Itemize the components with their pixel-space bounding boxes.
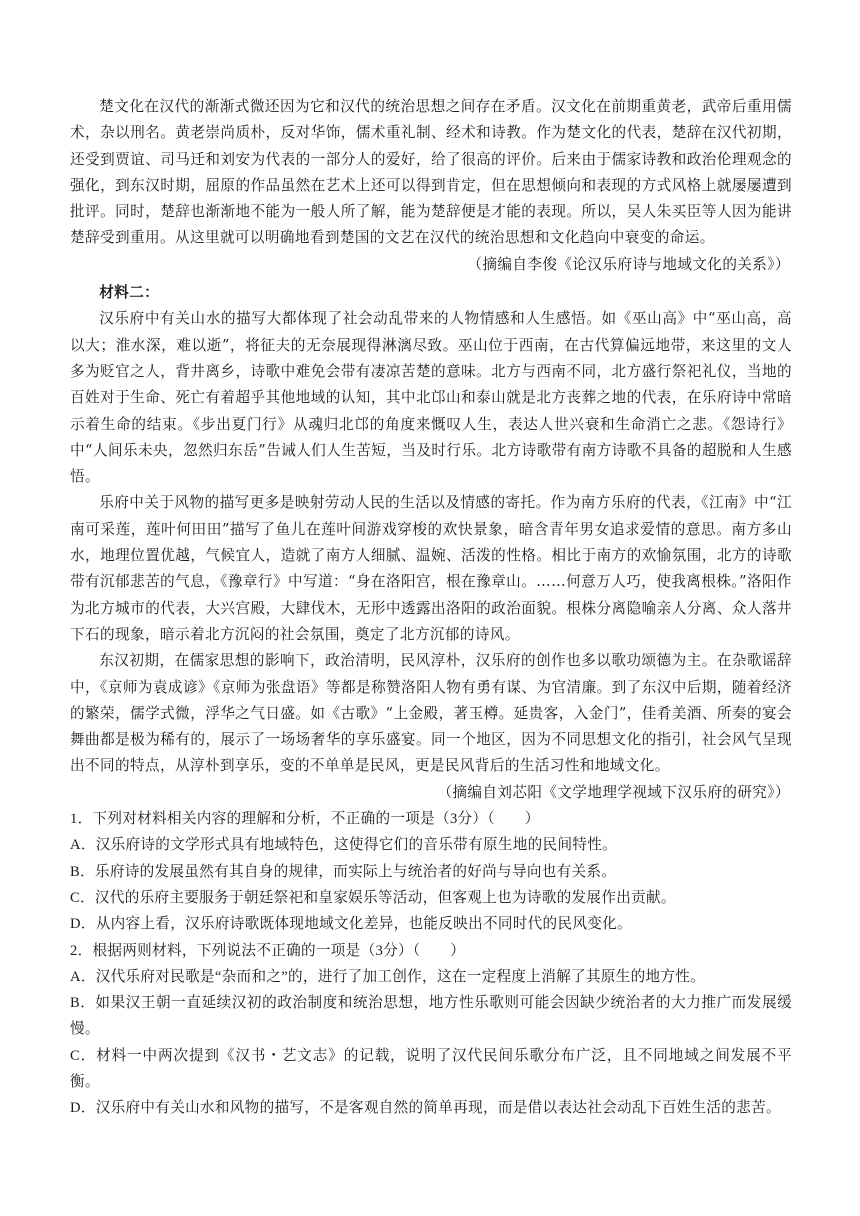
question-1-stem: 1．下列对材料相关内容的理解和分析，不正确的一项是（3分）（ ） — [70, 811, 540, 828]
question-1-option-d[interactable]: D．从内容上看，汉乐府诗歌既体现地域文化差异，也能反映出不同时代的民风变化。 — [70, 916, 632, 933]
question-1 — [70, 806, 792, 937]
material1-paragraph: 楚文化在汉代的渐渐式微还因为它和汉代的统治思想之间存在矛盾。汉文化在前期重黄老，武帝后重用儒术，杂以刑名。黄老崇尚质朴，反对华饰，儒术重礼制、经术和诗教。作为楚文化的代表，楚辞在汉代初期，还受到贾谊、司马迁和刘安为代表的一部分人的爱好，给了很高的评价。后来由于儒家诗教和政治伦理观念的强化，到东汉时期，屈原的作品虽然在艺术上还可以得到肯定，但在思想倾向和表现的方式风格上就屡屡遭到批评。同时，楚辞也渐渐地不能为一般人所了解，能为楚辞便是才能的表现。所以，吴人朱买臣等人因为能讲楚辞受到重用。从这里就可以明确地看到楚国的文艺在汉代的统治思想和文化趋向中衰变的命运。 — [70, 98, 792, 247]
question-2-option-a[interactable]: A．汉代乐府对民歌是“杂而和之”的，进行了加工创作，这在一定程度上消解了其原生的地方性。 — [70, 968, 706, 985]
question-1-option-c[interactable]: C．汉代的乐府主要服务于朝廷祭祀和皇家娱乐等活动，但客观上也为诗歌的发展作出贡献。 — [70, 889, 676, 906]
material2-heading: 材料二： — [99, 284, 160, 302]
question-1-option-b[interactable]: B．乐府诗的发展虽然有其自身的规律，而实际上与统治者的好尚与导向也有关系。 — [70, 863, 617, 880]
question-2 — [70, 938, 792, 1122]
exam-page — [70, 94, 792, 1122]
material2-paragraph-3: 东汉初期，在儒家思想的影响下，政治清明，民风淳朴，汉乐府的创作也多以歌功颂德为主。在杂歌谣辞中，《京师为袁成谚》《京师为张盘语》等都是称赞洛阳人物有勇有谋、为官清廉。到了东汉中后期，随着经济的繁荣，儒学式微，浮华之气日盛。如《古歌》“上金殿，著玉樽。延贵客，入金门”，佳肴美酒、所奏的宴会舞曲都是极为稀有的，展示了一场场奢华的享乐盛宴。同一个地区，因为不同思想文化的指引，社会风气呈现出不同的特点，从淳朴到享乐，变的不单单是民风，更是民风背后的生活习性和地域文化。 — [70, 652, 792, 775]
material2-paragraph-1: 汉乐府中有关山水的描写大都体现了社会动乱带来的人物情感和人生感悟。如《巫山高》中“巫山高，高以大；淮水深，难以逝”，将征夫的无奈展现得淋漓尽致。巫山位于西南，在古代算偏远地带，来这里的文人多为贬官之人，背井离乡，诗歌中难免会带有凄凉苦楚的意味。北方与西南不同，北方盛行祭祀礼仪，当地的百姓对于生命、死亡有着超乎其他地域的认知，其中北邙山和泰山就是北方丧葬之地的代表，在乐府诗中常暗示着生命的结束。《步出夏门行》从魂归北邙的角度来慨叹人生，表达人世兴衰和生命消亡之悲。《怨诗行》中“人间乐未央，忽然归东岳”告诫人们人生苦短，当及时行乐。北方诗歌带有南方诗歌不具备的超脱和人生感悟。 — [70, 310, 792, 486]
question-2-option-b[interactable]: B．如果汉王朝一直延续汉初的政治制度和统治思想，地方性乐歌则可能会因缺少统治者的大力推广而发展缓慢。 — [70, 995, 792, 1038]
question-1-option-a[interactable]: A．汉乐府诗的文学形式具有地域特色，这使得它们的音乐带有原生地的民间特性。 — [70, 837, 618, 854]
question-2-option-d[interactable]: D．汉乐府中有关山水和风物的描写，不是客观自然的简单再现，而是借以表达社会动乱下百姓生活的悲苦。 — [70, 1100, 781, 1117]
question-2-stem: 2．根据两则材料，下列说法不正确的一项是（3分）（ ） — [70, 942, 466, 959]
material2-source: （摘编自刘芯阳《文学地理学视域下汉乐府的研究》） — [437, 783, 790, 801]
material2-paragraph-2: 乐府中关于风物的描写更多是映射劳动人民的生活以及情感的寄托。作为南方乐府的代表，《江南》中“江南可采莲，莲叶何田田”描写了鱼儿在莲叶间游戏穿梭的欢快景象，暗含青年男女追求爱情的意思。南方多山水，地理位置优越，气候宜人，造就了南方人细腻、温婉、活泼的性格。相比于南方的欢愉氛围，北方的诗歌带有沉郁悲苦的气息，《豫章行》中写道：“身在洛阳宫，根在豫章山。……何意万人巧，使我离根株。”洛阳作为北方城市的代表，大兴宫殿，大肆伐木，无形中透露出洛阳的政治面貌。根株分离隐喻亲人分离、众人落井下石的现象，暗示着北方沉闷的社会氛围，奠定了北方沉郁的诗风。 — [70, 494, 792, 643]
material1-source: （摘编自李俊《论汉乐府诗与地域文化的关系》） — [467, 255, 790, 273]
question-2-option-c[interactable]: C．材料一中两次提到《汉书・艺文志》的记载，说明了汉代民间乐歌分布广泛，且不同地域之间发展不平衡。 — [70, 1047, 792, 1090]
